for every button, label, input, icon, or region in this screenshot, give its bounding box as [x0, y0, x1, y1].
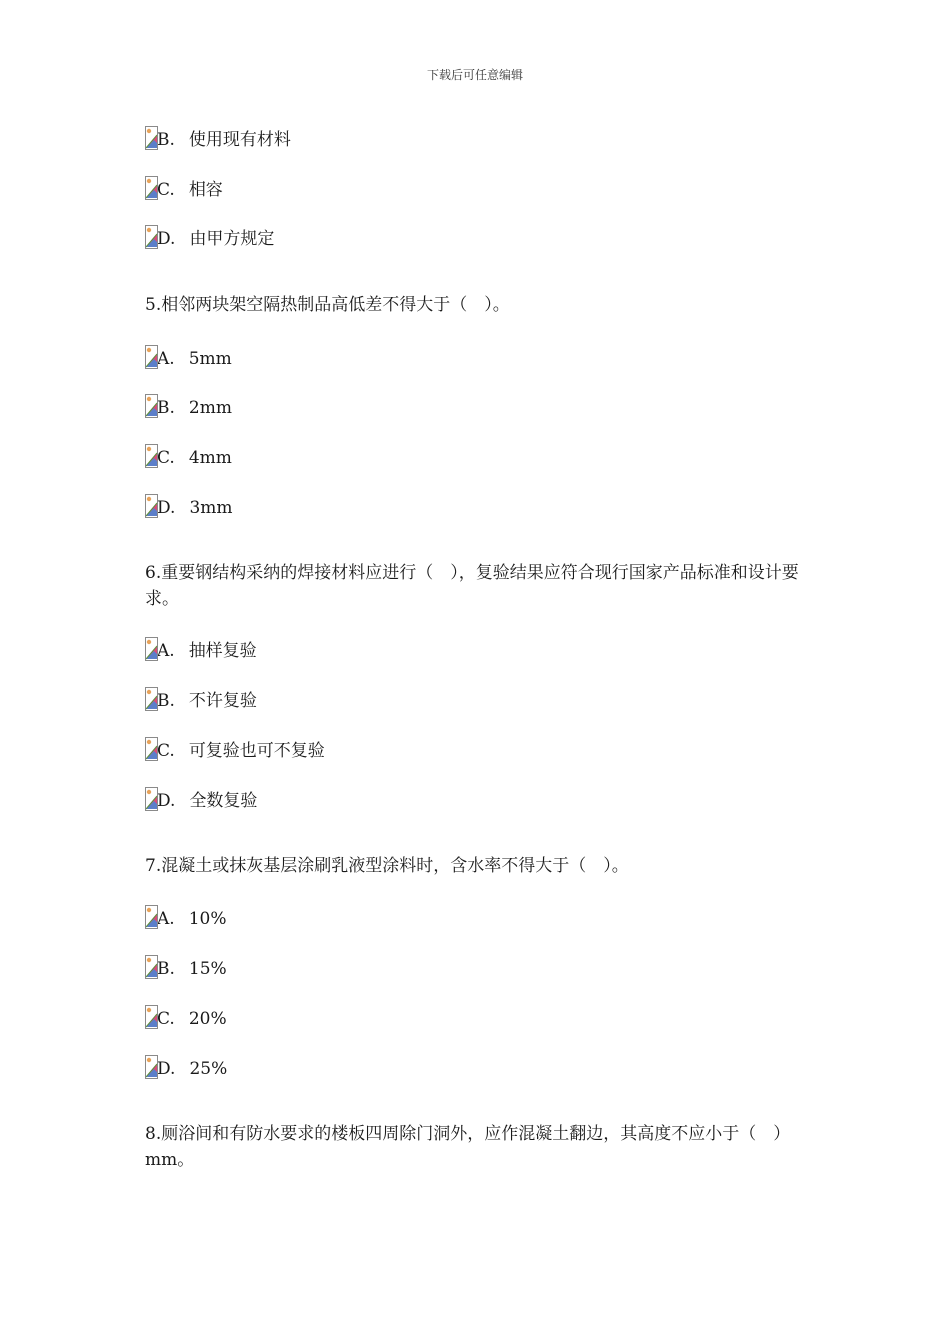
broken-image-icon: [145, 1055, 158, 1079]
option-letter: C.: [157, 180, 175, 200]
broken-image-icon: [145, 225, 158, 249]
option-item: [145, 343, 232, 369]
option-letter: C.: [157, 1009, 175, 1029]
option-text: 15%: [188, 959, 227, 979]
option-text: 20%: [188, 1009, 227, 1029]
broken-image-icon: [145, 687, 158, 711]
option-letter: D.: [157, 229, 176, 249]
option-item: [145, 1003, 227, 1029]
option-item: [145, 492, 233, 518]
option-item: [145, 392, 232, 418]
broken-image-icon: [145, 126, 158, 150]
option-text: 由甲方规定: [189, 229, 275, 249]
question-text: 8.厕浴间和有防水要求的楼板四周除门洞外，应作混凝土翻边，其高度不应小于（ ）mm。: [145, 1124, 791, 1170]
option-item: [145, 903, 226, 929]
option-letter: D.: [157, 1059, 176, 1079]
option-text: 不许复验: [188, 691, 257, 711]
broken-image-icon: [145, 637, 158, 661]
option-text: 抽样复验: [188, 641, 257, 661]
option-item: [145, 174, 223, 200]
option-text: 3mm: [189, 498, 233, 518]
option-item: [145, 1053, 227, 1079]
broken-image-icon: [145, 494, 158, 518]
option-letter: B.: [157, 691, 175, 711]
option-text: 10%: [188, 909, 227, 929]
broken-image-icon: [145, 176, 158, 200]
option-text: 25%: [189, 1059, 228, 1079]
broken-image-icon: [145, 444, 158, 468]
option-text: 5mm: [188, 349, 232, 369]
option-letter: B.: [157, 959, 175, 979]
broken-image-icon: [145, 1005, 158, 1029]
option-item: [145, 223, 274, 249]
option-text: 可复验也可不复验: [188, 741, 325, 761]
option-text: 4mm: [188, 448, 232, 468]
option-text: 2mm: [188, 398, 232, 418]
option-letter: D.: [157, 498, 176, 518]
option-item: [145, 442, 232, 468]
option-item: [145, 124, 291, 150]
broken-image-icon: [145, 394, 158, 418]
option-letter: A.: [157, 349, 175, 369]
broken-image-icon: [145, 345, 158, 369]
question-text: 5.相邻两块架空隔热制品高低差不得大于（ ）。: [145, 295, 510, 315]
question-text: 7.混凝土或抹灰基层涂刷乳液型涂料时，含水率不得大于（ ）。: [145, 856, 629, 876]
option-text: 使用现有材料: [188, 130, 291, 150]
option-item: [145, 635, 257, 661]
option-letter: C.: [157, 741, 175, 761]
option-item: [145, 685, 257, 711]
option-letter: A.: [157, 909, 175, 929]
option-item: [145, 735, 325, 761]
question-text: 6.重要钢结构采纳的焊接材料应进行（ ），复验结果应符合现行国家产品标准和设计要求。: [145, 563, 799, 609]
option-letter: B.: [157, 398, 175, 418]
option-item: [145, 953, 227, 979]
broken-image-icon: [145, 955, 158, 979]
broken-image-icon: [145, 787, 158, 811]
option-letter: C.: [157, 448, 175, 468]
broken-image-icon: [145, 905, 158, 929]
option-letter: A.: [157, 641, 175, 661]
page-header: 下载后可任意编辑: [426, 68, 523, 82]
option-text: 全数复验: [189, 791, 258, 811]
broken-image-icon: [145, 737, 158, 761]
option-letter: B.: [157, 130, 175, 150]
option-letter: D.: [157, 791, 176, 811]
option-text: 相容: [188, 180, 223, 200]
option-item: [145, 785, 257, 811]
